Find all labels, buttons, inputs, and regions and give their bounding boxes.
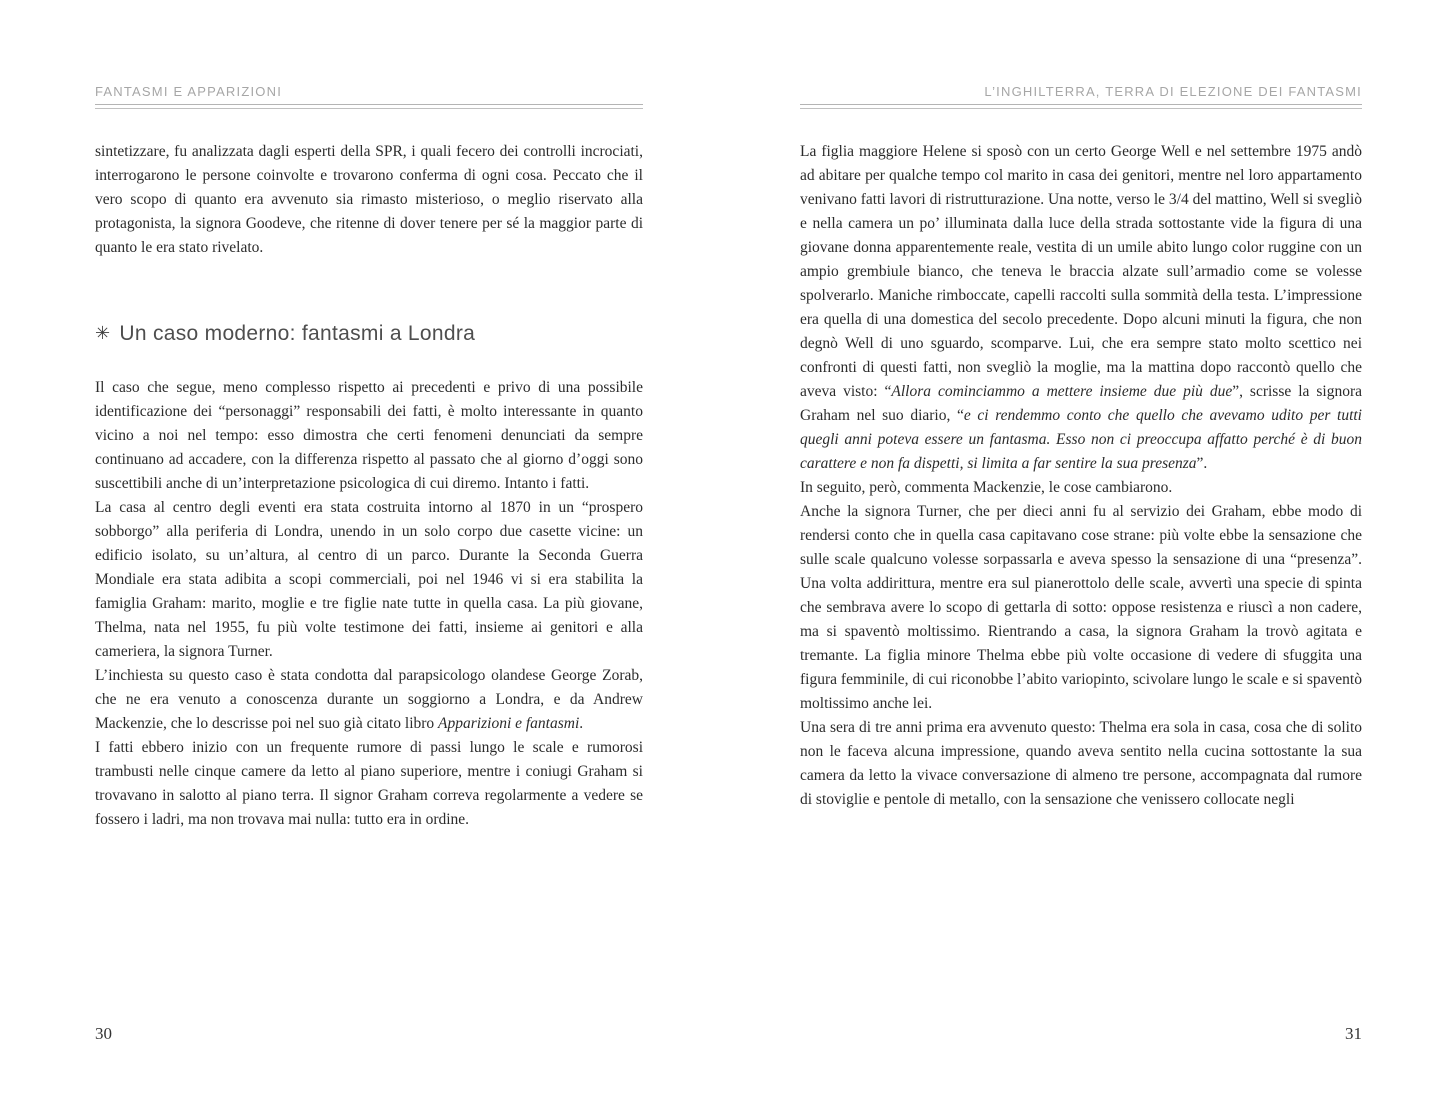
italic-text-run: e ci rendemmo conto che quello che avevamo udito per tutti quegli anni poteva essere un fantasma. Esso non ci preoccupa affatto perché è di buon carattere e non fa dispetti, si limita a far sentire la sua presenza	[800, 407, 1362, 472]
text-run: sintetizzare, fu analizzata dagli esperti della SPR, i quali fecero dei controlli incrociati, interrogarono le persone coinvolte e trovarono conferma di ogni cosa. Peccato che il vero scopo di quanto era avvenuto sia rimasto misterioso, o meglio riservato alla protagonista, la signora Goodeve, che ritenne di dover tenere per sé la maggior parte di quanto le era stato rivelato.	[95, 143, 643, 256]
text-run: In seguito, però, commenta Mackenzie, le cose cambiarono.	[800, 479, 1173, 496]
text-run: ”, scrisse la signora Graham nel suo diario, “	[800, 383, 1362, 424]
text-run: .	[579, 715, 584, 732]
page-left	[95, 0, 643, 1113]
paragraph-group-bottom	[95, 376, 643, 832]
paragraph	[95, 736, 643, 832]
paragraph	[800, 476, 1362, 500]
section-heading	[95, 320, 643, 349]
italic-text-run: Allora cominciammo a mettere insieme due più due	[891, 383, 1233, 400]
text-run: L’inchiesta su questo caso è stata condotta dal parapsicologo olandese George Zorab, che ne era venuto a conoscenza durante un soggiorno a Londra, e da Andrew Mackenzie, che lo descrisse poi nel suo già citato libro	[95, 667, 643, 732]
asterisk-icon: ✳	[95, 323, 111, 344]
text-run: La figlia maggiore Helene si sposò con un certo George Well e nel settembre 1975 andò ad abitare per qualche tempo col marito in casa dei genitori, mentre nel loro appartamento venivano fatti lavori di ristrutturazione. Una notte, verso le 3/4 del mattino, Well si svegliò e nella camera un po’ illuminata dalla luce della strada sottostante vide la figura di una giovane donna apparentemente reale, vestita di un umile abito lungo color ruggine con un ampio grembiule bianco, che teneva le braccia alzate sull’armadio come se volesse spolverarlo. Maniche rimboccate, capelli raccolti sulla sommità della testa. L’impressione era quella di una domestica del secolo precedente. Dopo alcuni minuti la figura, che non degnò Well di uno sguardo, scomparve. Lui, che era sempre stato molto scettico nei confronti di questi fatti, non svegliò la moglie, ma la mattina dopo raccontò quello che aveva visto: “	[800, 143, 1362, 400]
italic-text-run: Apparizioni e fantasmi	[438, 715, 580, 732]
text-run: I fatti ebbero inizio con un frequente rumore di passi lungo le scale e rumorosi trambusti nelle cinque camere da letto al piano superiore, mentre i coniugi Graham si trovavano in salotto al piano terra. Il signor Graham correva regolarmente a vedere se fossero i ladri, ma non trovava mai nulla: tutto era in ordine.	[95, 739, 643, 828]
text-run: La casa al centro degli eventi era stata costruita intorno al 1870 in un “prospero sobborgo” alla periferia di Londra, unendo in un solo corpo due casette vicine: un edificio isolato, su un’altura, al centro di un parco. Durante la Seconda Guerra Mondiale era stata adibita a scopi commerciali, poi nel 1946 vi si era stabilita la famiglia Graham: marito, moglie e tre figlie nate tutte in quella casa. La più giovane, Thelma, nata nel 1955, fu più volte testimone dei fatti, insieme ai genitori e alla cameriera, la signora Turner.	[95, 499, 643, 660]
paragraph-group	[800, 140, 1362, 812]
paragraph-group-top	[95, 140, 643, 260]
header-rule-left	[95, 104, 643, 109]
page-right	[800, 0, 1362, 1113]
paragraph	[95, 664, 643, 736]
header-rule-right	[800, 104, 1362, 109]
paragraph	[95, 496, 643, 664]
paragraph	[95, 376, 643, 496]
text-run: ”.	[1196, 455, 1208, 472]
text-run: Anche la signora Turner, che per dieci anni fu al servizio dei Graham, ebbe modo di rendersi conto che in quella casa capitavano cose strane: più volte ebbe la sensazione che sulle scale qualcuno volesse sorpassarla e aveva spesso la sensazione di una “presenza”. Una volta addirittura, mentre era sul pianerottolo delle scale, avvertì una specie di spinta che sembrava avere lo scopo di gettarla di sotto: oppose resistenza e riuscì a non cadere, ma si spaventò moltissimo. Rientrando a casa, la signora Graham la trovò agitata e tremante. La figlia minore Thelma ebbe più volte occasione di vedere di sfuggita una figura femminile, di cui riconobbe l’abito variopinto, scivolare lungo le scale e si spaventò moltissimo anche lei.	[800, 503, 1362, 712]
paragraph	[95, 140, 643, 260]
paragraph	[800, 500, 1362, 716]
text-run: Una sera di tre anni prima era avvenuto questo: Thelma era sola in casa, cosa che di solito non le faceva alcuna impressione, quando aveva sentito nella cucina sottostante la sua camera da letto la vivace conversazione di almeno tre persone, accompagnata dal rumore di stoviglie e pentole di metallo, con la sensazione che venissero collocate negli	[800, 719, 1362, 808]
running-head-right: L’INGHILTERRA, TERRA DI ELEZIONE DEI FANTASMI	[984, 84, 1362, 99]
text-run: Il caso che segue, meno complesso rispetto ai precedenti e privo di una possibile identificazione dei “personaggi” responsabili dei fatti, è molto interessante in quanto vicino a noi nel tempo: esso dimostra che certi fenomeni denunciati da sempre continuano ad accadere, con la differenza rispetto al passato che al giorno d’oggi sono suscettibili anche di un’interpretazione psicologica di cui diremo. Intanto i fatti.	[95, 379, 643, 492]
section-heading-text: Un caso moderno: fantasmi a Londra	[119, 322, 476, 345]
paragraph	[800, 140, 1362, 476]
paragraph	[800, 716, 1362, 812]
page-number-right: 31	[1345, 1024, 1362, 1043]
page-body-right	[800, 140, 1362, 812]
page-number-left: 30	[95, 1024, 112, 1043]
running-head-left: FANTASMI E APPARIZIONI	[95, 84, 283, 99]
page-body-left	[95, 140, 643, 832]
